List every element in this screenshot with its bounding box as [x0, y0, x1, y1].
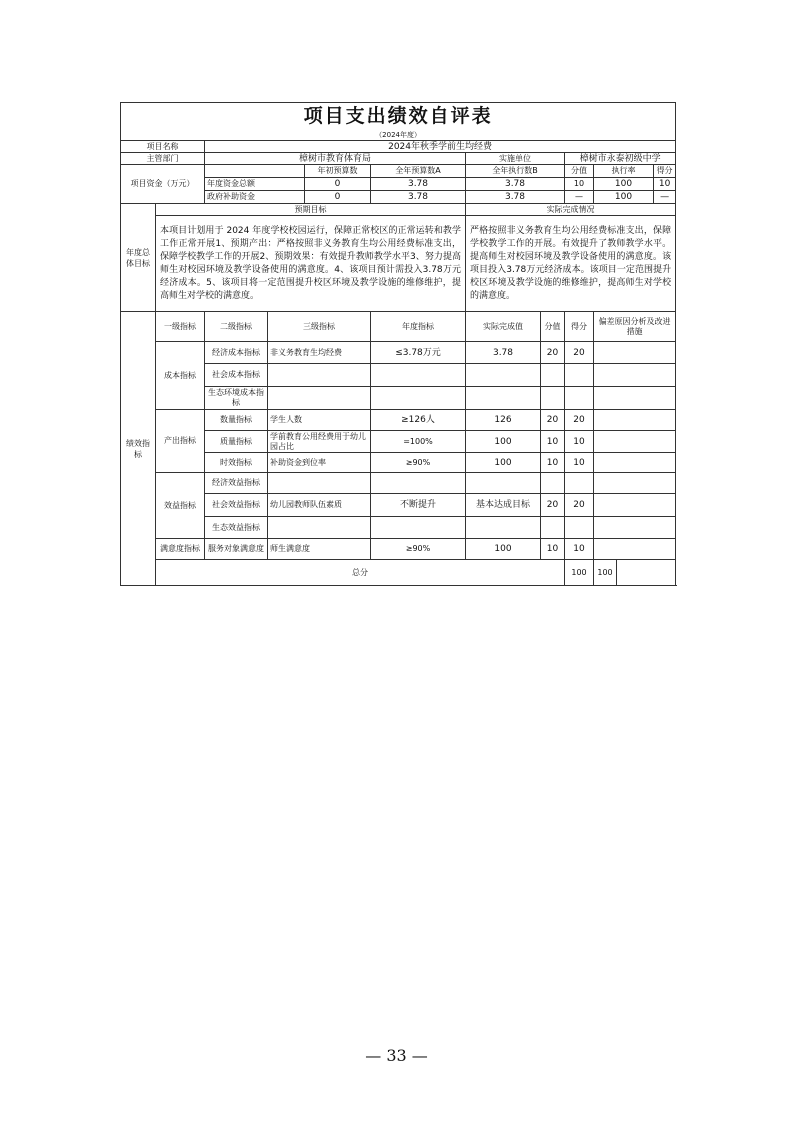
- level2-cell: 社会效益指标: [205, 494, 268, 517]
- target-cell: [371, 364, 466, 387]
- dept-value: 樟树市教育体育局: [205, 153, 466, 165]
- score-cell: 10: [565, 539, 594, 560]
- score-cell: [565, 387, 594, 410]
- funds-row-initial: 0: [305, 191, 371, 204]
- target-cell: ≤3.78万元: [371, 342, 466, 364]
- deviation-cell: [594, 364, 676, 387]
- level2-cell: 生态效益指标: [205, 517, 268, 539]
- project-name-label: 项目名称: [121, 141, 205, 153]
- points-cell: 20: [541, 410, 565, 431]
- deviation-cell: [594, 494, 676, 517]
- level3-cell: 幼儿园教师队伍素质: [268, 494, 371, 517]
- level3-cell: [268, 517, 371, 539]
- level1-output: 产出指标: [156, 410, 205, 473]
- funds-header-rate: 执行率: [594, 165, 654, 178]
- target-cell: [371, 517, 466, 539]
- funds-header-budget: 全年预算数A: [371, 165, 466, 178]
- funds-row-exec: 3.78: [466, 191, 565, 204]
- funds-row-budget: 3.78: [371, 191, 466, 204]
- funds-header-initial: 年初预算数: [305, 165, 371, 178]
- target-cell: =100%: [371, 431, 466, 453]
- deviation-cell: [594, 387, 676, 410]
- target-cell: ≥90%: [371, 453, 466, 473]
- project-name-value: 2024年秋季学前生均经费: [205, 141, 676, 153]
- level2-cell: 时效指标: [205, 453, 268, 473]
- target-cell: [371, 387, 466, 410]
- level3-cell: 学生人数: [268, 410, 371, 431]
- actual-cell: 3.78: [466, 342, 541, 364]
- actual-cell: 100: [466, 453, 541, 473]
- level1-cost: 成本指标: [156, 342, 205, 410]
- level1-satisfaction: 满意度指标: [156, 539, 205, 560]
- actual-cell: 100: [466, 539, 541, 560]
- points-cell: 10: [541, 431, 565, 453]
- level3-cell: [268, 473, 371, 494]
- deviation-cell: [594, 342, 676, 364]
- points-cell: [541, 387, 565, 410]
- funds-row-name: 政府补助资金: [205, 191, 305, 204]
- funds-row-initial: 0: [305, 178, 371, 191]
- level2-cell: 质量指标: [205, 431, 268, 453]
- actual-cell: [466, 387, 541, 410]
- actual-cell: [466, 364, 541, 387]
- level3-cell: 补助资金到位率: [268, 453, 371, 473]
- target-cell: [371, 473, 466, 494]
- score-cell: 20: [565, 342, 594, 364]
- performance-label: 绩效指标: [121, 312, 156, 586]
- form-year: （2024年度）: [121, 129, 676, 141]
- impl-unit-value: 樟树市永泰初级中学: [565, 153, 676, 165]
- score-cell: 20: [565, 410, 594, 431]
- expected-goal-header: 预期目标: [156, 204, 466, 216]
- actual-result-header: 实际完成情况: [466, 204, 676, 216]
- actual-cell: 126: [466, 410, 541, 431]
- funds-row-rate: 100: [594, 178, 654, 191]
- deviation-cell: [594, 539, 676, 560]
- deviation-cell: [594, 431, 676, 453]
- score-cell: [565, 473, 594, 494]
- level2-cell: 社会成本指标: [205, 364, 268, 387]
- points-cell: 20: [541, 494, 565, 517]
- perf-header-level2: 二级指标: [205, 312, 268, 342]
- total-score: 100: [594, 560, 617, 586]
- perf-header-level3: 三级指标: [268, 312, 371, 342]
- form-title: 项目支出绩效自评表: [121, 103, 676, 130]
- form-table: [120, 102, 676, 586]
- level2-cell: 服务对象满意度: [205, 539, 268, 560]
- perf-header-deviation: 偏差原因分析及改进措施: [594, 312, 676, 342]
- level2-cell: 经济效益指标: [205, 473, 268, 494]
- actual-cell: 基本达成目标: [466, 494, 541, 517]
- self-evaluation-form: [120, 102, 675, 586]
- funds-row-exec: 3.78: [466, 178, 565, 191]
- funds-row-points: —: [565, 191, 594, 204]
- points-cell: 10: [541, 539, 565, 560]
- points-cell: [541, 473, 565, 494]
- level1-benefit: 效益指标: [156, 473, 205, 539]
- perf-header-score: 得分: [565, 312, 594, 342]
- expected-goal-paragraph: 本项目计划用于 2024 年度学校校园运行，保障正常校区的正常运转和教学工作正常开展1、预期产出：严格按照非义务教育生均公用经费标准支出，保障学校教学工作的开展2、预期效果：有效提升教师教学水平3、努力提高师生对校园环境及教学设备使用的满意度。4、该项目预计需投入3.78万元经济成本。5、该项目将一定范围提升校区环境及教学设施的维修维护，提高师生对学校的满意度。: [160, 225, 461, 301]
- page-number: — 33 —: [365, 1046, 428, 1065]
- level2-cell: 生态环境成本指标: [205, 387, 268, 410]
- perf-header-level1: 一级指标: [156, 312, 205, 342]
- total-blank: [617, 560, 676, 586]
- level2-cell: 经济成本指标: [205, 342, 268, 364]
- deviation-cell: [594, 517, 676, 539]
- expected-goal-text: [156, 216, 466, 312]
- dept-label: 主管部门: [121, 153, 205, 165]
- actual-cell: 100: [466, 431, 541, 453]
- impl-unit-label: 实施单位: [466, 153, 565, 165]
- points-cell: 10: [541, 453, 565, 473]
- actual-result-text: [466, 216, 676, 312]
- level3-cell: 学前教育公用经费用于幼儿园占比: [268, 431, 371, 453]
- score-cell: 10: [565, 431, 594, 453]
- actual-cell: [466, 517, 541, 539]
- target-cell: ≥90%: [371, 539, 466, 560]
- deviation-cell: [594, 410, 676, 431]
- actual-cell: [466, 473, 541, 494]
- goals-label: 年度总体目标: [121, 204, 156, 312]
- level3-cell: [268, 364, 371, 387]
- score-cell: [565, 364, 594, 387]
- funds-header-exec: 全年执行数B: [466, 165, 565, 178]
- perf-header-actual: 实际完成值: [466, 312, 541, 342]
- total-points: 100: [565, 560, 594, 586]
- total-label: 总分: [156, 560, 565, 586]
- perf-header-points: 分值: [541, 312, 565, 342]
- level3-cell: 师生满意度: [268, 539, 371, 560]
- points-cell: 20: [541, 342, 565, 364]
- actual-result-paragraph: 严格按照非义务教育生均公用经费标准支出，保障学校教学工作的开展。有效提升了教师教学水平。提高师生对校园环境及教学设备使用的满意度。该项目投入3.78万元经济成本。该项目一定范围提升校区环境及教学设施的维修维护，提高师生对学校的满意度。: [470, 225, 672, 301]
- funds-row-name: 年度资金总额: [205, 178, 305, 191]
- points-cell: [541, 517, 565, 539]
- funds-header-score: 得分: [654, 165, 676, 178]
- target-cell: 不断提升: [371, 494, 466, 517]
- score-cell: 10: [565, 453, 594, 473]
- perf-header-target: 年度指标: [371, 312, 466, 342]
- score-cell: [565, 517, 594, 539]
- deviation-cell: [594, 453, 676, 473]
- funds-row-points: 10: [565, 178, 594, 191]
- level3-cell: [268, 387, 371, 410]
- points-cell: [541, 364, 565, 387]
- funds-row-score: 10: [654, 178, 676, 191]
- funds-row-budget: 3.78: [371, 178, 466, 191]
- deviation-cell: [594, 473, 676, 494]
- funds-header-points: 分值: [565, 165, 594, 178]
- funds-label: 项目资金（万元）: [121, 165, 205, 204]
- funds-header-blank: [205, 165, 305, 178]
- funds-row-rate: 100: [594, 191, 654, 204]
- score-cell: 20: [565, 494, 594, 517]
- funds-row-score: —: [654, 191, 676, 204]
- level3-cell: 非义务教育生均经费: [268, 342, 371, 364]
- level2-cell: 数量指标: [205, 410, 268, 431]
- target-cell: ≥126人: [371, 410, 466, 431]
